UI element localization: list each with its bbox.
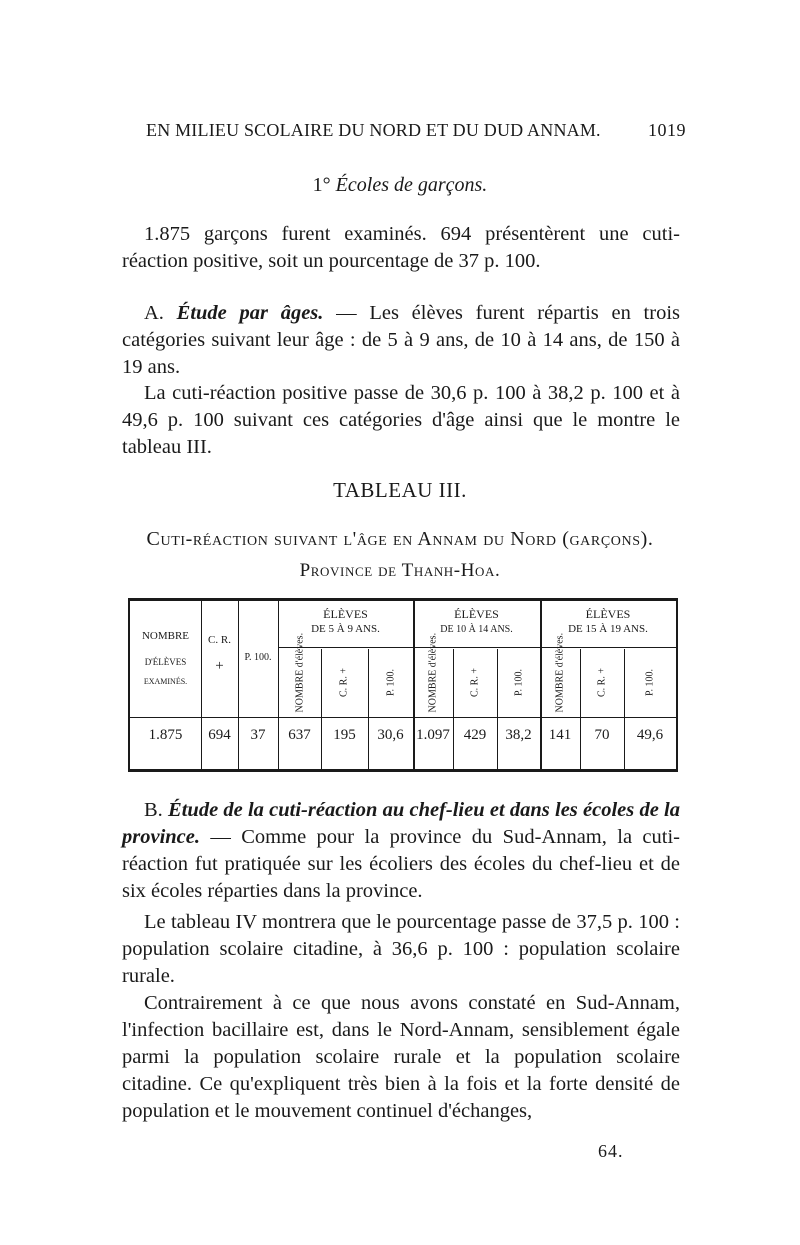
- paragraph-b2: Le tableau IV montrera que le pourcentage passe de 37,5 p. 100 : population scolaire citadine, à 36,6 p. 100 : population scolaire rurale.: [122, 911, 680, 987]
- header-p100: P. 100.: [244, 652, 272, 663]
- header-cr-plus: +: [215, 658, 224, 674]
- cell-g2-pct: 38,2: [505, 727, 532, 743]
- header-nombre: NOMBRE: [141, 630, 190, 642]
- group-head-15-19: ÉLÈVES DE 15 À 19 ANS.: [568, 607, 648, 635]
- group-head-5-9: ÉLÈVES DE 5 À 9 ANS.: [311, 607, 380, 635]
- paragraph-intro: 1.875 garçons furent examinés. 694 présentèrent une cuti-réaction positive, soit un pourcentage de 37 p. 100.: [122, 223, 680, 272]
- cell-pct: 37: [250, 727, 266, 743]
- header-examines: EXAMINÉS.: [143, 677, 188, 686]
- cell-g2-nombre: 1.097: [416, 727, 450, 743]
- signature-mark: 64.: [598, 1141, 624, 1161]
- sub-cr-g3: C. R. +: [596, 668, 608, 697]
- header-cr: C. R.: [208, 634, 231, 646]
- cell-g1-cr: 195: [333, 727, 356, 743]
- paragraph-b-heading: Étude de la cuti-réaction au chef-lieu et dans les écoles de la province.: [122, 799, 680, 848]
- page-number: 1019: [648, 120, 686, 140]
- paragraph-b-label: B.: [144, 799, 169, 821]
- sub-p100-g1: P. 100.: [385, 669, 397, 696]
- cell-cr-pos: 694: [208, 727, 231, 743]
- paragraph-a: [122, 300, 680, 381]
- running-header: [146, 120, 686, 141]
- sub-nombre-g1: NOMBRE d'élèves.: [294, 632, 306, 713]
- table-iii: [128, 598, 678, 772]
- group-head-10-14: ÉLÈVES DE 10 À 14 ANS.: [440, 607, 513, 635]
- cell-g2-cr: 429: [463, 727, 487, 743]
- cell-g3-nombre: 141: [548, 727, 572, 743]
- cell-g1-nombre: 637: [288, 727, 311, 743]
- cell-g1-pct: 30,6: [377, 727, 404, 743]
- header-eleves: D'ÉLÈVES: [144, 657, 187, 667]
- sub-nombre-g2: NOMBRE d'élèves.: [427, 632, 439, 713]
- cell-g3-pct: 49,6: [636, 727, 664, 743]
- paragraph-a-heading: Étude par âges.: [176, 302, 324, 324]
- table-title: TABLEAU III.: [333, 478, 467, 502]
- section-heading: Écoles de garçons.: [335, 174, 488, 196]
- cell-g3-cr: 70: [594, 727, 610, 743]
- paragraph-a-body: — Les élèves furent répartis en trois catégories suivant leur âge : de 5 à 9 ans, de 10 à 14 ans, de 150 à 19 ans.: [122, 302, 680, 378]
- paragraph-b-body: — Comme pour la province du Sud-Annam, la cuti-réaction fut pratiquée sur les écoliers des écoles du chef-lieu et de six écoles réparties dans la province.: [122, 826, 680, 902]
- table-subcaption: Province de Thanh-Hoa.: [299, 560, 501, 581]
- sub-p100-g2: P. 100.: [513, 669, 525, 696]
- sub-nombre-g3: NOMBRE d'élèves.: [554, 632, 566, 713]
- sub-cr-g1: C. R. +: [338, 668, 350, 697]
- paragraph-b3: Contrairement à ce que nous avons constaté en Sud-Annam, l'infection bacillaire est, dans le Nord-Annam, sensiblement égale parmi la population scolaire rurale et la population scolaire citadine. Ce qu'expliquent très bien à la fois et la forte densité de population et le mouvement continuel d'échanges,: [122, 992, 680, 1122]
- paragraph-b: [122, 797, 680, 905]
- paragraph-a-label: A.: [144, 302, 177, 324]
- section-number: 1°: [312, 174, 331, 196]
- paragraph-a2: La cuti-réaction positive passe de 30,6 p. 100 à 38,2 p. 100 et à 49,6 p. 100 suivant ces catégories d'âge ainsi que le montre le tableau III.: [122, 382, 680, 458]
- section-title: [0, 174, 800, 197]
- sub-p100-g3: P. 100.: [644, 669, 656, 696]
- table-caption: Cuti-réaction suivant l'âge en Annam du Nord (garçons).: [146, 528, 654, 550]
- cell-total: 1.875: [148, 727, 183, 743]
- running-title: EN MILIEU SCOLAIRE DU NORD ET DU DUD ANNAM.: [146, 120, 601, 140]
- sub-cr-g2: C. R. +: [469, 668, 481, 697]
